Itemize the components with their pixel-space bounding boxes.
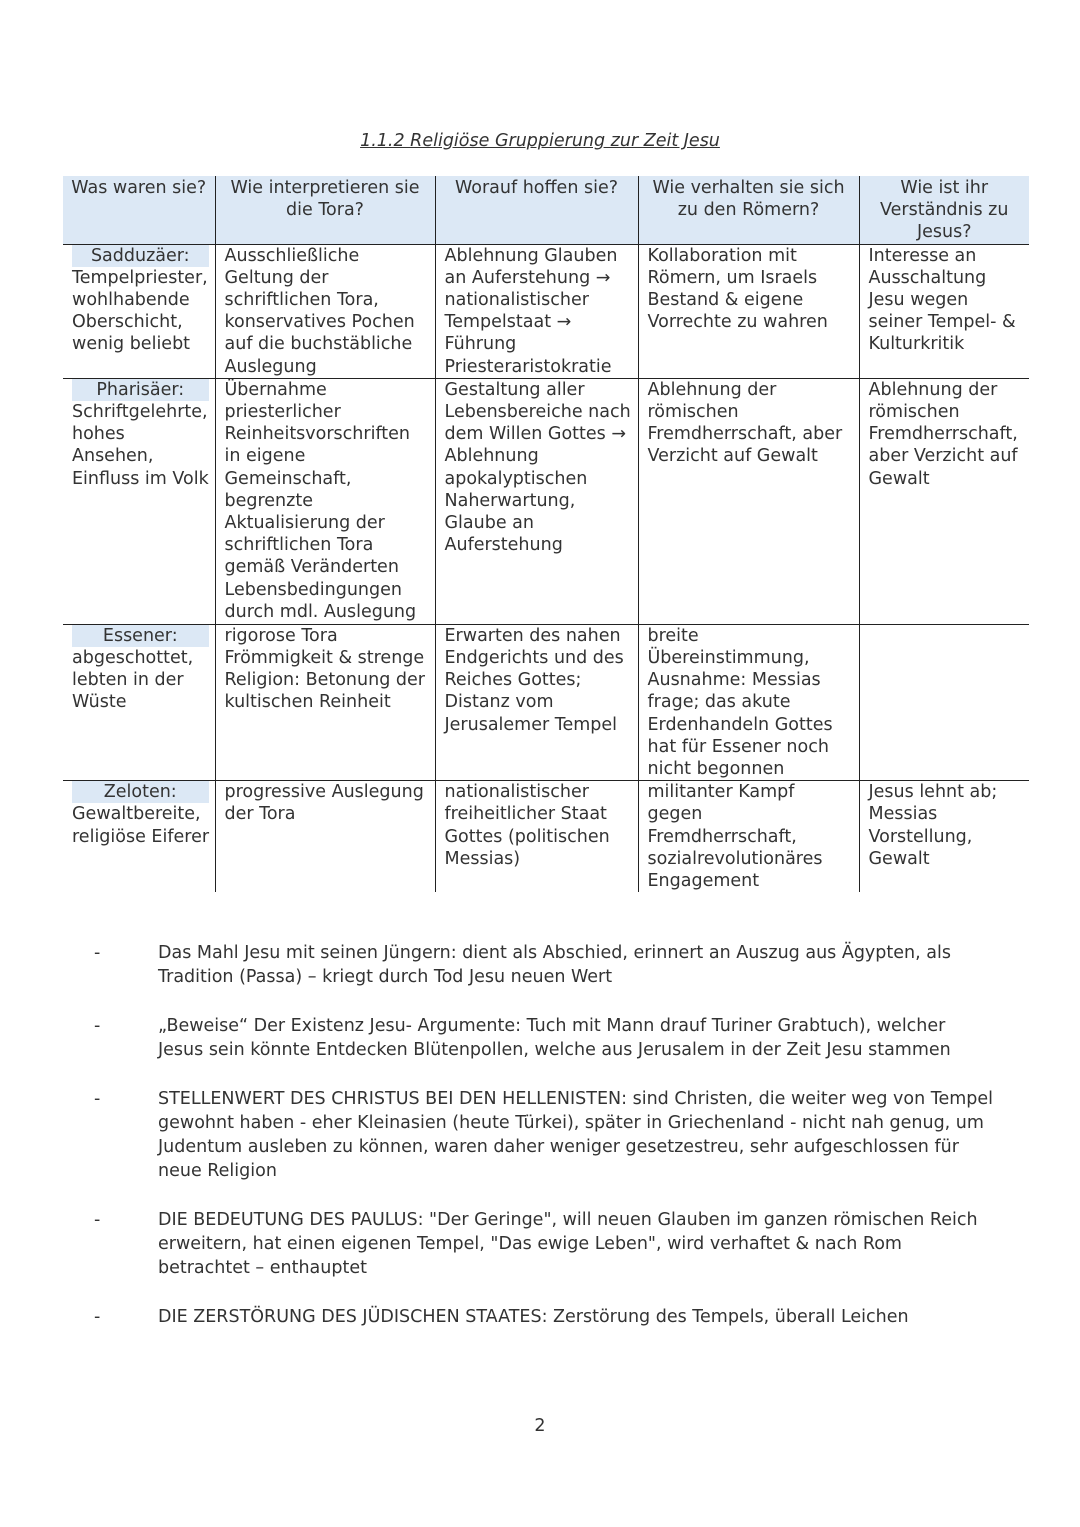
- header-relation-romans: Wie verhalten sie sich zu den Römern?: [638, 176, 859, 244]
- tora-cell: Übernahme priesterlicher Reinheitsvorschriften in eigene Gemeinschaft, begrenzte Aktualisierung der schriftlichen Tora gemäß Veränderten Lebensbedingungen durch mdl. Auslegung: [215, 378, 435, 624]
- tora-cell: rigorose Tora Frömmigkeit & strenge Religion: Betonung der kultischen Reinheit: [215, 624, 435, 780]
- group-description: abgeschottet, lebten in der Wüste: [72, 648, 194, 713]
- note-text: DIE ZERSTÖRUNG DES JÜDISCHEN STAATES: Zerstörung des Tempels, überall Leichen: [158, 1307, 909, 1327]
- jesus-cell: Ablehnung der römischen Fremdherrschaft, aber Verzicht auf Gewalt: [859, 378, 1029, 624]
- romans-cell: Ablehnung der römischen Fremdherrschaft, aber Verzicht auf Gewalt: [638, 378, 859, 624]
- header-view-of-jesus: Wie ist ihr Verständnis zu Jesus?: [859, 176, 1029, 244]
- notes-list: [94, 941, 994, 1354]
- table-row: [63, 244, 1029, 378]
- list-item: [94, 1014, 994, 1062]
- group-cell: [63, 624, 215, 780]
- group-cell: [63, 378, 215, 624]
- note-text: Das Mahl Jesu mit seinen Jüngern: dient als Abschied, erinnert an Auszug aus Ägypten, als Tradition (Passa) – kriegt durch Tod Jesu neuen Wert: [158, 943, 951, 987]
- romans-cell: Kollaboration mit Römern, um Israels Bestand & eigene Vorrechte zu wahren: [638, 244, 859, 378]
- header-what-were-they: Was waren sie?: [63, 176, 215, 244]
- group-name: Sadduzäer:: [72, 245, 209, 267]
- group-name: Essener:: [72, 625, 209, 647]
- note-text: „Beweise“ Der Existenz Jesu- Argumente: Tuch mit Mann drauf Turiner Grabtuch), welcher Jesus sein könnte Entdecken Blütenpollen, welche aus Jerusalem in der Zeit Jesu stammen: [158, 1016, 951, 1060]
- list-dash: -: [94, 1089, 101, 1109]
- group-cell: [63, 244, 215, 378]
- list-item: [94, 1208, 994, 1280]
- table-header-row: [63, 176, 1029, 244]
- jesus-cell: Interesse an Ausschaltung Jesu wegen seiner Tempel- & Kulturkritik: [859, 244, 1029, 378]
- page-number: 2: [534, 1416, 546, 1436]
- note-text: DIE BEDEUTUNG DES PAULUS: "Der Geringe", will neuen Glauben im ganzen römischen Reich erweitern, hat einen eigenen Tempel, "Das ewige Leben", wird verhaftet & nach Rom betrachtet – enthauptet: [158, 1210, 978, 1278]
- header-tora-interpretation: Wie interpretieren sie die Tora?: [215, 176, 435, 244]
- list-item: [94, 941, 994, 989]
- tora-cell: progressive Auslegung der Tora: [215, 781, 435, 893]
- table-row: [63, 378, 1029, 624]
- list-dash: -: [94, 1210, 101, 1230]
- hope-cell: Erwarten des nahen Endgerichts und des Reiches Gottes; Distanz vom Jerusalemer Tempel: [435, 624, 638, 780]
- group-description: Schriftgelehrte, hohes Ansehen, Einfluss im Volk: [72, 402, 209, 489]
- table-row: [63, 624, 1029, 780]
- romans-cell: breite Übereinstimmung, Ausnahme: Messias frage; das akute Erdenhandeln Gottes hat für Essener noch nicht begonnen: [638, 624, 859, 780]
- list-item: [94, 1305, 994, 1329]
- table-row: [63, 781, 1029, 893]
- group-description: Tempelpriester, wohlhabende Oberschicht, wenig beliebt: [72, 267, 208, 355]
- list-dash: -: [94, 943, 101, 963]
- note-text: STELLENWERT DES CHRISTUS BEI DEN HELLENISTEN: sind Christen, die weiter weg von Tempel gewohnt haben - eher Kleinasien (heute Türkei), später in Griechenland - nicht nah genug, um Judentum ausleben zu können, waren daher weniger gesetzestreu, sehr aufgeschlossen für neue Religion: [158, 1089, 994, 1181]
- header-hopes: Worauf hoffen sie?: [435, 176, 638, 244]
- group-description: Gewaltbereite, religiöse Eiferer: [72, 804, 210, 847]
- list-dash: -: [94, 1016, 101, 1036]
- romans-cell: militanter Kampf gegen Fremdherrschaft, sozialrevolutionäres Engagement: [638, 781, 859, 893]
- hope-cell: Gestaltung aller Lebensbereiche nach dem Willen Gottes → Ablehnung apokalyptischen Naherwartung, Glaube an Auferstehung: [435, 378, 638, 624]
- list-item: [94, 1087, 994, 1183]
- jesus-cell: [859, 624, 1029, 780]
- group-name: Pharisäer:: [72, 379, 209, 401]
- religious-groups-table: [63, 176, 1029, 892]
- document-title: 1.1.2 Religiöse Gruppierung zur Zeit Jesu: [360, 131, 720, 151]
- group-name: Zeloten:: [72, 781, 209, 803]
- hope-cell: nationalistischer freiheitlicher Staat Gottes (politischen Messias): [435, 781, 638, 893]
- list-dash: -: [94, 1307, 101, 1327]
- hope-cell: Ablehnung Glauben an Auferstehung → nationalistischer Tempelstaat → Führung Priesteraristokratie: [435, 244, 638, 378]
- group-cell: [63, 781, 215, 893]
- tora-cell: Ausschließliche Geltung der schriftlichen Tora, konservatives Pochen auf die buchstäbliche Auslegung: [215, 244, 435, 378]
- jesus-cell: Jesus lehnt ab; Messias Vorstellung, Gewalt: [859, 781, 1029, 893]
